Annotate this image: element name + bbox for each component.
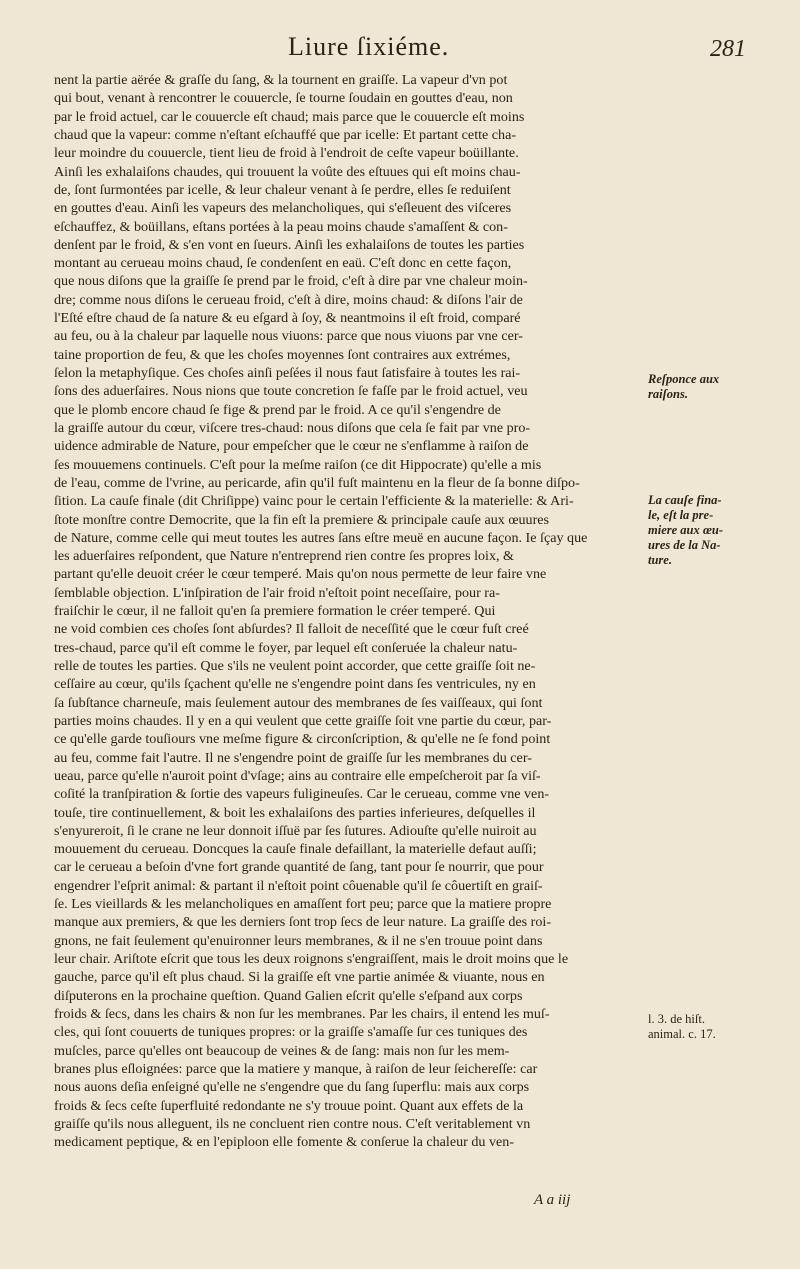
text-line: fraiſchir le cœur, il ne falloit qu'en ſa premiere formation le créer temperé. Qui: [54, 603, 496, 620]
text-line: froids & ſecs ceſte ſuperfluité redondante ne s'y trouue point. Quant aux effets de la: [54, 1097, 524, 1114]
text-line: ſa ſubſtance charneuſe, mais ſeulement autour des membranes de ſes vaiſſeaux, qui ſont: [54, 694, 543, 711]
text-line: ſes mouuemens continuels. C'eſt pour la meſme raiſon (ce dit Hippocrate) qu'elle a mis: [54, 456, 542, 473]
text-line: la graiſſe autour du cœur, viſcere tres-chaud: nous diſons que cela ſe fait par vne pro-: [54, 419, 531, 436]
text-line: cles, qui ſont couuerts de tuniques propres: or la graiſſe s'amaſſe ſur ces tuniques des: [54, 1024, 528, 1041]
text-line: eſchauffez, & boüillans, eſtans portées à la peau moins chaude s'amaſſent & con-: [54, 218, 508, 235]
text-line: muſcles, parce qu'elles ont beaucoup de veines & de ſang: mais non ſur les mem-: [54, 1042, 510, 1059]
text-line: partant qu'elle deuoit créer le cœur temperé. Mais qu'on nous permette de leur faire vne: [54, 566, 547, 583]
text-line: medicament peptique, & en l'epiploon elle fomente & conſerue la chaleur du ven-: [54, 1134, 515, 1151]
text-line: ne void combien ces choſes ſont abſurdes? Il falloit de neceſſité que le cœur fuſt creé: [54, 621, 529, 638]
margin-note-line: le, eſt la pre-: [648, 508, 714, 522]
text-line: nent la partie aërée & graſſe du ſang, & la tournent en graiſſe. La vapeur d'vn pot: [54, 72, 508, 88]
text-line: diſputerons en la prochaine queſtion. Quand Galien eſcrit qu'elle s'eſpand aux corps: [54, 987, 523, 1004]
margin-note-line: ures de la Na-: [648, 538, 721, 552]
text-line: gnons, ne fait ſeulement qu'enuironner leurs membranes, & il ne s'en trouue point dans: [54, 932, 543, 949]
text-line: en gouttes d'eau. Ainſi les vapeurs des melancholiques, qui s'eſleuent des viſceres: [54, 200, 512, 217]
text-line: touſe, tire continuellement, & boit les exhalaiſons des parties inferieures, deſquelles il: [54, 804, 536, 821]
text-line: nous auons deſia enſeigné qu'elle ne s'engendre que du ſang ſuperflu: mais aux corps: [54, 1079, 530, 1096]
margin-note-line: l. 3. de hiſt.: [648, 1012, 705, 1026]
text-line: coſité la tranſpiration & ſortie des vapeurs fuligineuſes. Car le cerueau, comme vne ven-: [54, 786, 550, 803]
text-line: ſition. La cauſe finale (dit Chriſippe) vainc pour le certain l'efficiente & la materielle: & Ari-: [54, 493, 574, 510]
text-line: au feu, ou à la chaleur par laquelle nous viuons: parce que nous viuons par vne cer-: [54, 328, 523, 345]
text-line: dre; comme nous diſons le cerueau froid, c'eſt à dire, moins chaud: & diſons l'air de: [54, 291, 523, 308]
text-line: tres-chaud, parce qu'il eſt comme le foyer, par lequel eſt conſeruée la chaleur natu-: [54, 639, 518, 656]
text-line: les aduerſaires reſpondent, que Nature n'entreprend rien contre ſes propres loix, &: [54, 548, 515, 565]
text-line: car le cerueau a beſoin d'vne fort grande quantité de ſang, tant pour ſe nourrir, que pour: [54, 859, 544, 876]
text-line: froids & ſecs, dans les chairs & non ſur les membranes. Par les chairs, il entend les muſ-: [54, 1005, 550, 1022]
text-line: de Nature, comme celle qui meut toutes les autres ſans eſtre meuë en aucune façon. Ie ſçay que: [54, 529, 588, 546]
margin-note-reference: [648, 1012, 794, 1042]
text-line: parties moins chaudes. Il y en a qui veulent que cette graiſſe ſoit vne partie du cœur, par-: [54, 712, 552, 729]
margin-note-responce: [648, 372, 794, 402]
text-line: l'Eſté eſtre chaud de ſa nature & eu eſgard à ſoy, & neantmoins il eſt froid, comparé: [54, 310, 521, 327]
margin-note-line: La cauſe fina-: [648, 493, 722, 507]
margin-note-cause-finale: [648, 493, 794, 568]
text-line: au feu, comme fait l'autre. Il ne s'engendre point de graiſſe ſur les membranes du cer-: [54, 749, 532, 766]
text-line: s'enyureroit, ſi le crane ne leur donnoit iſſuë par ſes ſutures. Adiouſte qu'elle nuiroit au: [54, 822, 537, 839]
text-line: que le plomb encore chaud ſe fige & prend par le froid. A ce qu'il s'engendre de: [54, 401, 501, 418]
text-line: chaud que la vapeur: comme n'eſtant eſchauffé que par icelle: Et partant cette cha-: [54, 126, 517, 143]
margin-note-line: Reſponce aux: [648, 372, 720, 386]
text-line: ueau, parce qu'elle n'auroit point d'vſage; ains au contraire elle empeſcheroit par ſa viſ-: [54, 767, 541, 784]
text-line: uidence admirable de Nature, pour empeſcher que le cœur ne s'enflamme à raiſon de: [54, 438, 529, 455]
signature-mark: A a iij: [534, 1192, 571, 1208]
main-text-column: [54, 71, 638, 1151]
text-line: mouuement du cerueau. Doncques la cauſe finale defaillant, la materielle defaut auſſi;: [54, 841, 537, 858]
text-line: graiſſe qu'ils nous alleguent, ils ne concluent rien contre nous. C'eſt veritablement vn: [54, 1115, 531, 1132]
text-line: ce qu'elle garde touſiours vne meſme figure & circonſcription, & qu'elle ne ſe fond point: [54, 731, 551, 748]
text-line: leur moindre du couuercle, tient lieu de froid à l'endroit de ceſte vapeur boüillante.: [54, 145, 519, 162]
text-line: ſelon la metaphyſique. Ces choſes ainſi peſées il nous faut ſatisfaire à toutes les rai-: [54, 365, 521, 381]
text-line: taine proportion de feu, & que les choſes moyennes ſont contraires aux extrémes,: [54, 346, 511, 363]
text-line: ſtote monſtre contre Democrite, que la fin eſt la premiere & principale cauſe aux œuures: [54, 511, 550, 528]
text-line: qui bout, venant à rencontrer le couuercle, ſe tourne ſoudain en gouttes d'eau, non: [54, 90, 513, 107]
text-line: Ainſi les exhalaiſons chaudes, qui trouuent la voûte des eſtuues qui eſt moins chau-: [54, 163, 521, 180]
text-line: par le froid actuel, car le couuercle eſt chaud; mais parce que le couuercle eſt moins: [54, 108, 525, 125]
text-line: ſons des aduerſaires. Nous nions que toute concretion ſe faſſe par le froid actuel, veu: [54, 383, 528, 400]
text-line: montant au cerueau moins chaud, ſe condenſent en eaü. C'eſt donc en cette façon,: [54, 255, 512, 272]
text-line: relle de toutes les parties. Que s'ils ne veulent point accorder, que cette graiſſe ſoit ne-: [54, 658, 536, 674]
margin-note-line: animal. c. 17.: [648, 1027, 716, 1041]
text-line: que nous diſons que la graiſſe ſe prend par le froid, c'eſt à dire par vne chaleur moin-: [54, 273, 528, 290]
margin-note-line: raiſons.: [648, 387, 688, 401]
text-line: de l'eau, comme de l'vrine, au pericarde, afin qu'il fuſt maintenu en la fleur de ſa bonne diſpo-: [54, 474, 580, 491]
text-line: branes plus eſloignées: parce que la matiere y manque, à raiſon de leur ſeichereſſe: car: [54, 1060, 538, 1077]
text-line: gauche, parce qu'il eſt plus chaud. Si la graiſſe eſt vne partie animée & viuante, nous en: [54, 969, 545, 986]
text-line: ceſſaire au cœur, qu'ils ſçachent qu'elle ne s'engendre point dans ſes ventricules, ny en: [54, 676, 536, 693]
margin-note-line: ture.: [648, 553, 672, 567]
margin-note-line: miere aux œu-: [648, 523, 723, 537]
text-line: de, ſont ſurmontées par icelle, & leur chaleur venant à ſe perdre, elles ſe reduiſent: [54, 181, 511, 198]
text-line: ſe. Les vieillards & les melancholiques en amaſſent fort peu; parce que la matiere propre: [54, 896, 552, 913]
running-title: Liure ſixiéme.: [288, 32, 450, 61]
page-header: [0, 28, 800, 68]
text-line: manque aux premiers, & que les derniers ſont trop ſecs de leur nature. La graiſſe des roi-: [54, 914, 552, 931]
text-line: ſemblable objection. L'inſpiration de l'air froid n'eſtoit point neceſſaire, pour ra-: [54, 584, 500, 601]
text-line: denſent par le froid, & s'en vont en ſueurs. Ainſi les exhalaiſons de toutes les parties: [54, 236, 525, 253]
text-line: leur chair. Ariſtote eſcrit que tous les deux roignons s'engraiſſent, mais le droit moins que le: [54, 951, 569, 967]
page-number: 281: [710, 36, 746, 62]
text-line: engendrer l'eſprit animal: & partant il n'eſtoit point côuenable qu'il ſe côuertiſt en graiſ-: [54, 877, 543, 894]
